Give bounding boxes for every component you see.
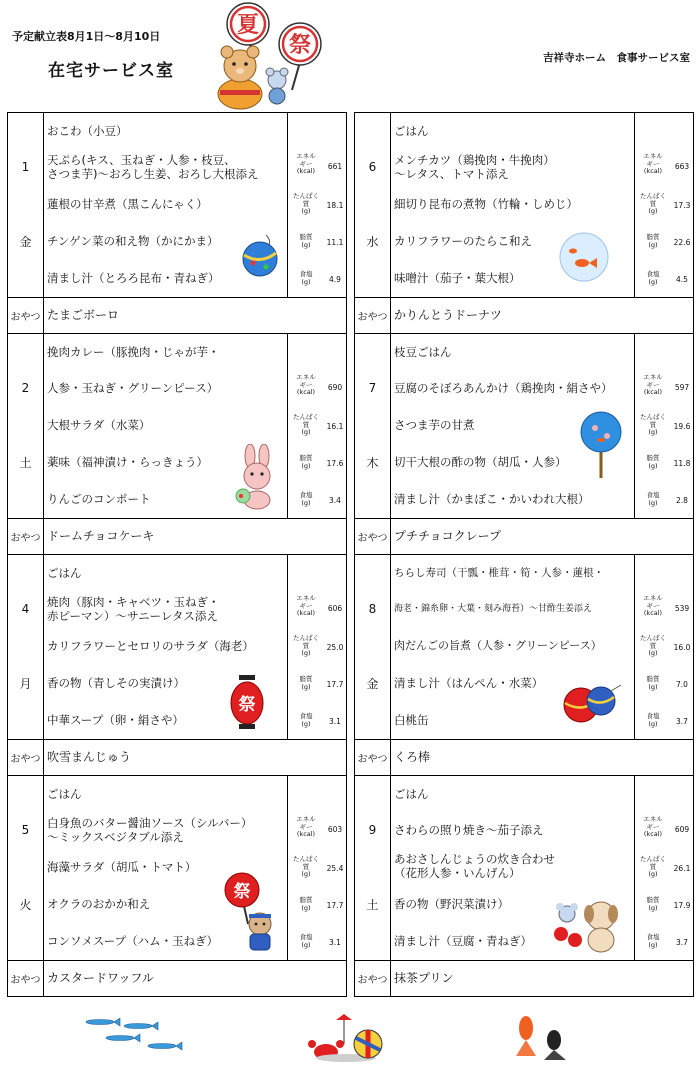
energy-label: エネル ギー (kcal) bbox=[643, 815, 663, 838]
yoyo-balloons-illustration bbox=[561, 683, 623, 725]
snack-item: 吹雪まんじゅう bbox=[47, 750, 132, 764]
lantern-character: 祭 bbox=[238, 695, 256, 715]
fat-value: 11.1 bbox=[326, 238, 344, 247]
protein-label: たんぱく 質 (g) bbox=[640, 192, 666, 215]
protein-value: 16.1 bbox=[326, 422, 344, 431]
protein-value: 19.6 bbox=[673, 422, 691, 431]
salt-value: 2.8 bbox=[676, 496, 688, 505]
fat-label: 脂質 (g) bbox=[299, 675, 313, 691]
menu-item: 白桃缶 bbox=[394, 713, 429, 727]
menu-item: 香の物（野沢菜漬け） bbox=[394, 897, 509, 911]
protein-label: たんぱく 質 (g) bbox=[293, 192, 319, 215]
menu-item: 豆腐のそぼろあんかけ（鶏挽肉・絹さや） bbox=[394, 381, 613, 395]
menu-date-range: 予定献立表8月1日～8月10日 bbox=[12, 30, 161, 43]
menu-item: あおさしんじょうの炊き合わせ bbox=[394, 852, 555, 866]
fat-label: 脂質 (g) bbox=[646, 896, 660, 912]
menu-item: 赤ピーマン）～サニーレタス添え bbox=[47, 609, 218, 623]
fish-school-illustration bbox=[80, 1012, 190, 1058]
fat-value: 22.6 bbox=[673, 238, 691, 247]
fat-value: 17.7 bbox=[326, 901, 344, 910]
salt-label: 食塩 (g) bbox=[299, 933, 313, 949]
yoyo-balloon-illustration bbox=[236, 231, 284, 279]
festival-lantern-illustration bbox=[230, 675, 264, 731]
day-block bbox=[355, 113, 693, 334]
salt-value: 4.9 bbox=[329, 275, 341, 284]
energy-label: エネル ギー (kcal) bbox=[296, 594, 316, 617]
salt-label: 食塩 (g) bbox=[646, 270, 660, 286]
salt-label: 食塩 (g) bbox=[299, 270, 313, 286]
energy-value: 663 bbox=[674, 162, 690, 171]
menu-item: 蓮根の甘辛煮（黒こんにゃく） bbox=[47, 197, 208, 211]
salt-label: 食塩 (g) bbox=[646, 933, 660, 949]
menu-item: ごはん bbox=[47, 566, 82, 580]
salt-value: 3.4 bbox=[329, 496, 341, 505]
day-weekday: 火 bbox=[19, 898, 32, 912]
protein-value: 16.0 bbox=[673, 643, 691, 652]
day-block bbox=[8, 334, 346, 555]
menu-item: 中華スープ（卵・絹さや） bbox=[47, 713, 184, 727]
protein-label: たんぱく 質 (g) bbox=[640, 634, 666, 657]
menu-item: 清まし汁（豆腐・青ねぎ） bbox=[394, 934, 532, 948]
menu-item: 肉だんごの旨煮（人参・グリーンピース） bbox=[394, 639, 602, 652]
day-number: 7 bbox=[368, 381, 377, 395]
menu-item: 天ぷら(キス、玉ねぎ・人参・枝豆、 bbox=[47, 153, 236, 167]
salt-value: 3.1 bbox=[329, 717, 341, 726]
menu-item: 清まし汁（かまぼこ・かいわれ大根） bbox=[394, 492, 590, 506]
rabbit-illustration bbox=[232, 444, 284, 510]
energy-label: エネル ギー (kcal) bbox=[643, 152, 663, 175]
protein-value: 17.3 bbox=[673, 201, 691, 210]
fat-value: 17.7 bbox=[326, 680, 344, 689]
menu-item: カリフラワーのたらこ和え bbox=[394, 234, 532, 248]
day-weekday: 土 bbox=[366, 898, 379, 912]
menu-item: 海藻サラダ（胡瓜・トマト） bbox=[47, 860, 197, 874]
paper-fan-illustration bbox=[577, 410, 625, 480]
snack-item: たまごボーロ bbox=[47, 308, 120, 322]
salt-value: 3.1 bbox=[329, 938, 341, 947]
snack-item: ドームチョコケーキ bbox=[47, 529, 155, 543]
menu-item: 清まし汁（はんぺん・水菜） bbox=[394, 676, 544, 690]
energy-label: エネル ギー (kcal) bbox=[296, 373, 316, 396]
menu-item: 枝豆ごはん bbox=[394, 345, 452, 359]
salt-label: 食塩 (g) bbox=[646, 491, 660, 507]
day-weekday: 水 bbox=[366, 235, 379, 249]
menu-item: メンチカツ（鶏挽肉・牛挽肉） bbox=[394, 153, 555, 167]
snack-label: おやつ bbox=[10, 312, 41, 323]
fan-character-festival: 祭 bbox=[288, 33, 312, 58]
menu-item: 焼肉（豚肉・キャベツ・玉ねぎ・ bbox=[47, 595, 220, 609]
menu-item: りんごのコンポート bbox=[47, 492, 151, 506]
fan-character: 祭 bbox=[233, 882, 251, 902]
dog-mouse-illustration bbox=[551, 894, 627, 954]
menu-item: 海老・錦糸卵・大葉・刻み海苔）～甘酢生姜添え bbox=[394, 604, 593, 614]
protein-label: たんぱく 質 (g) bbox=[293, 634, 319, 657]
menu-item: 白身魚のバター醤油ソース（シルバー） bbox=[47, 816, 253, 830]
protein-label: たんぱく 質 (g) bbox=[640, 855, 666, 878]
menu-item: さつま芋の甘煮 bbox=[394, 418, 475, 432]
organization-name: 吉祥寺ホーム 食事サービス室 bbox=[543, 52, 690, 64]
fat-label: 脂質 (g) bbox=[646, 454, 660, 470]
bear-festival-fans-illustration bbox=[200, 2, 330, 110]
day-block bbox=[355, 776, 693, 997]
energy-label: エネル ギー (kcal) bbox=[643, 373, 663, 396]
snack-label: おやつ bbox=[357, 754, 388, 765]
menu-item: ～ミックスベジタブル添え bbox=[47, 830, 184, 844]
day-weekday: 土 bbox=[19, 456, 32, 470]
goldfish-pair-illustration bbox=[506, 1004, 576, 1062]
protein-value: 25.0 bbox=[326, 643, 344, 652]
menu-item: コンソメスープ（ハム・玉ねぎ） bbox=[47, 934, 219, 948]
salt-label: 食塩 (g) bbox=[299, 712, 313, 728]
menu-item: 人参・玉ねぎ・グリーンピース） bbox=[47, 381, 219, 395]
menu-item: ごはん bbox=[47, 787, 82, 801]
energy-label: エネル ギー (kcal) bbox=[643, 594, 663, 617]
day-weekday: 月 bbox=[19, 677, 32, 691]
snack-item: 抹茶プリン bbox=[394, 971, 454, 985]
day-number: 9 bbox=[368, 823, 377, 837]
menu-item: さわらの照り焼き～茄子添え bbox=[394, 823, 544, 837]
day-block bbox=[355, 555, 693, 776]
day-block bbox=[355, 334, 693, 555]
day-weekday: 金 bbox=[366, 677, 379, 691]
fat-value: 17.6 bbox=[326, 459, 344, 468]
menu-item: 細切り昆布の煮物（竹輪・しめじ） bbox=[394, 197, 578, 211]
energy-label: エネル ギー (kcal) bbox=[296, 152, 316, 175]
day-block bbox=[8, 776, 346, 997]
energy-value: 603 bbox=[327, 825, 343, 834]
day-number: 2 bbox=[21, 381, 30, 395]
protein-value: 25.4 bbox=[326, 864, 344, 873]
menu-item: 清まし汁（とろろ昆布・青ねぎ） bbox=[47, 271, 220, 285]
fan-character-summer: 夏 bbox=[236, 13, 260, 38]
snack-label: おやつ bbox=[10, 533, 41, 544]
menu-item: 薬味（福神漬け・らっきょう） bbox=[47, 455, 208, 469]
fat-value: 11.8 bbox=[673, 459, 691, 468]
day-number: 4 bbox=[21, 602, 30, 616]
salt-label: 食塩 (g) bbox=[299, 491, 313, 507]
energy-value: 609 bbox=[674, 825, 690, 834]
fat-label: 脂質 (g) bbox=[646, 233, 660, 249]
menu-item: ごはん bbox=[394, 787, 429, 801]
menu-panel-left bbox=[7, 112, 347, 997]
salt-value: 3.7 bbox=[676, 938, 688, 947]
snack-label: おやつ bbox=[357, 312, 388, 323]
fat-label: 脂質 (g) bbox=[299, 896, 313, 912]
menu-item: 切干大根の酢の物（胡瓜・人参） bbox=[394, 455, 567, 469]
protein-value: 18.1 bbox=[326, 201, 344, 210]
menu-item: ちらし寿司（干瓢・椎茸・筍・人参・蓮根・ bbox=[394, 567, 604, 579]
day-number: 6 bbox=[368, 160, 377, 174]
snack-item: カスタードワッフル bbox=[47, 971, 154, 985]
day-block bbox=[8, 113, 346, 334]
menu-panel-right bbox=[354, 112, 694, 997]
fat-label: 脂質 (g) bbox=[299, 233, 313, 249]
menu-item: さつま芋)～おろし生姜、おろし大根添え bbox=[47, 167, 259, 181]
menu-item: カリフラワーとセロリのサラダ（海老） bbox=[47, 639, 254, 653]
snack-label: おやつ bbox=[357, 533, 388, 544]
fat-label: 脂質 (g) bbox=[299, 454, 313, 470]
energy-value: 539 bbox=[674, 604, 690, 613]
crab-beachball-illustration bbox=[306, 1014, 386, 1064]
page-title: 在宅サービス室 bbox=[48, 61, 174, 81]
energy-label: エネル ギー (kcal) bbox=[296, 815, 316, 838]
snack-label: おやつ bbox=[357, 975, 388, 986]
snack-item: プチチョコクレープ bbox=[394, 529, 502, 543]
day-number: 8 bbox=[368, 602, 377, 616]
energy-value: 661 bbox=[327, 162, 343, 171]
protein-value: 26.1 bbox=[673, 864, 691, 873]
energy-value: 606 bbox=[327, 604, 343, 613]
menu-item: 味噌汁（茄子・葉大根） bbox=[394, 271, 521, 285]
day-number: 1 bbox=[21, 160, 30, 174]
day-weekday: 木 bbox=[366, 456, 379, 470]
menu-item: おこわ（小豆） bbox=[47, 124, 128, 138]
snack-item: かりんとうドーナツ bbox=[394, 308, 502, 322]
day-block bbox=[8, 555, 346, 776]
menu-item: オクラのおかか和え bbox=[47, 897, 151, 911]
protein-label: たんぱく 質 (g) bbox=[640, 413, 666, 436]
festival-fan-character-illustration bbox=[220, 872, 280, 952]
salt-label: 食塩 (g) bbox=[646, 712, 660, 728]
snack-item: くろ棒 bbox=[394, 750, 431, 764]
snack-label: おやつ bbox=[10, 754, 41, 765]
protein-label: たんぱく 質 (g) bbox=[293, 855, 319, 878]
salt-value: 3.7 bbox=[676, 717, 688, 726]
goldfish-bowl-illustration bbox=[555, 231, 613, 283]
menu-item: チンゲン菜の和え物（かにかま） bbox=[47, 234, 219, 248]
energy-value: 690 bbox=[327, 383, 343, 392]
day-number: 5 bbox=[21, 823, 30, 837]
day-weekday: 金 bbox=[19, 235, 32, 249]
salt-value: 4.5 bbox=[676, 275, 688, 284]
energy-value: 597 bbox=[674, 383, 690, 392]
menu-item: ～レタス、トマト添え bbox=[394, 167, 509, 181]
fat-value: 7.0 bbox=[676, 680, 688, 689]
menu-item: 香の物（青しその実漬け） bbox=[47, 676, 185, 690]
menu-item: （花形人参・いんげん） bbox=[394, 866, 521, 880]
fat-value: 17.9 bbox=[673, 901, 691, 910]
snack-label: おやつ bbox=[10, 975, 41, 986]
menu-item: 挽肉カレー（豚挽肉・じゃが芋・ bbox=[47, 345, 220, 359]
menu-item: 大根サラダ（水菜） bbox=[47, 418, 151, 432]
fat-label: 脂質 (g) bbox=[646, 675, 660, 691]
menu-item: ごはん bbox=[394, 124, 429, 138]
protein-label: たんぱく 質 (g) bbox=[293, 413, 319, 436]
